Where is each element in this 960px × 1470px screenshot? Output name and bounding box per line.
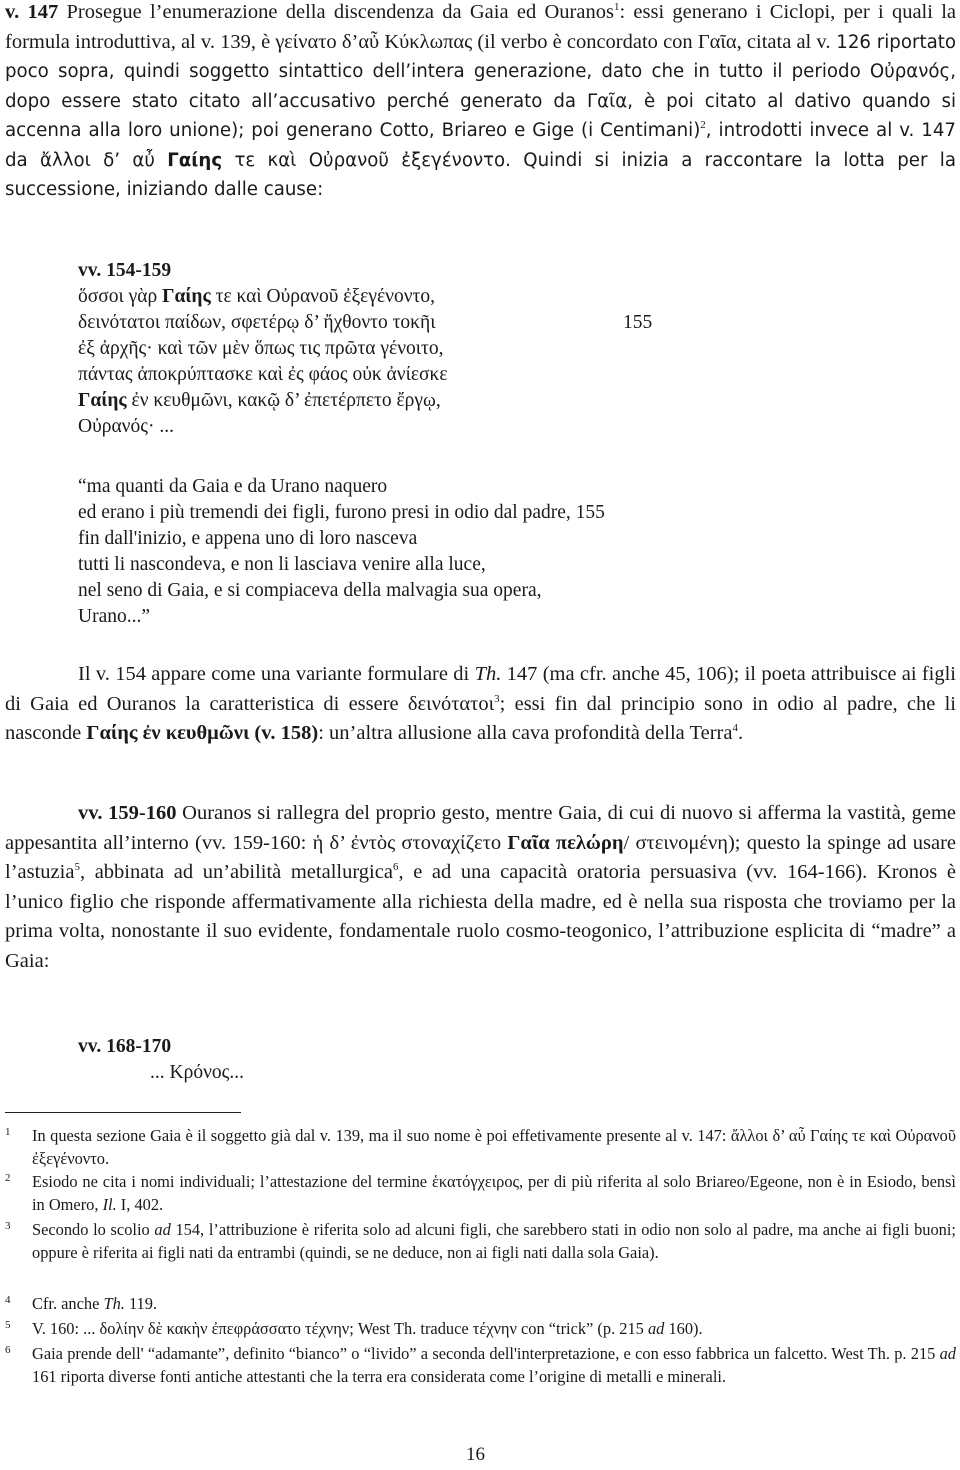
footnote-ref: 4 [732,722,738,734]
greek-verse-block [78,1034,790,1086]
footnote: 6 Gaia prende dell' “adamante”, definito “bianco” o “livido” a seconda dell'interpretazione, e con esso fabbrica un falcetto. West Th. p. 215 ad 161 riporta diverse fonti antiche attestanti che la terra era considerata come l’origine di metalli e minerali. [5,1344,956,1386]
footnote: 1 In questa sezione Gaia è il soggetto già dal v. 139, ma il suo nome è poi effetivamente presente al v. 147: ἄλλοι δ’ αὖ Γαίης τε καὶ Οὐρανοῦ ἐξεγένοντο. [5,1126,956,1168]
footnote-ref: 1 [613,1,620,13]
paragraph-v154: Il v. 154 appare come una variante formulare di Th. 147 (ma cfr. anche 45, 106); il poeta attribuisce ai figli di Gaia ed Ouranos la caratteristica di essere δεινότατοι$^3$; essi fin dal principio sono in odio al padre, che li nasconde Γαίης ἐν κευθμῶνι (v. 158): un’altra allusione alla cava profondità della Terra$^4$. [5,663,957,744]
paragraph-v147: v. 147 Prosegue l’enumerazione della discendenza da Gaia ed Ouranos$^1$: essi generano i Ciclopi, per i quali la formula introduttiva, al v. 139, è γείνατο δ’αὖ Κύκλωπας (il verbo è concordato con Γαῖα, citata al v. 126 riportato poco sopra, quindi soggetto sintattico dell’intera generazione, dato che in tutto il periodo Οὐρανός, dopo essere stato citato all’accusativo perché generato da Γαῖα, è poi citato al dativo quando si accenna alla loro unione); poi generano Cotto, Briareo e Gige (i Centimani)$^2$, introdotti invece al v. 147 da ἄλλοι δ’ αὖ Γαίης τε καὶ Οὐρανοῦ ἐξεγένοντο. Quindi si inizia a raccontare la lotta per la successione, iniziando dalle cause: [5,1,957,200]
verse-heading: vv. 168-170 [78,1036,172,1057]
verse-heading: vv. 154-159 [78,260,172,281]
footnote-ref: 5 [74,861,80,873]
footnote: 3 Secondo lo scolio ad 154, l’attribuzione è riferita solo ad alcuni figli, che sarebbero stati in odio non solo al padre, ma anche ai figli buoni; oppure è riferita ai figli nati da entrambi (quindi, se ne deduce, non ai figli nati dalla sola Gaia). [5,1220,956,1262]
translation-line: tutti li nascondeva, e non li lasciava venire alla luce, [78,554,486,575]
verse-line: Οὐρανός· ... [78,416,174,437]
translation-line: ed erano i più tremendi dei figli, furono presi in odio dal padre, 155 [78,502,605,523]
verse-line: ... Κρόνος... [150,1062,244,1083]
footnote-separator [5,1112,241,1113]
paragraph-v159: vv. 159-160 Ouranos si rallegra del proprio gesto, mentre Gaia, di cui di nuovo si afferma la vastità, geme appesantita all’interno (vv. 159-160: ἡ δ’ ἐντὸς στοναχίζετο Γαῖα πελώρη/ στεινομένη); questo la spinge ad usare l’astuzia$^5$, abbinata ad un’abilità metallurgica$^6$, e ad una capacità oratoria persuasiva (vv. 164-166). Kronos è l’unico figlio che risponde affermativamente alla richiesta della madre, ed è nella sua risposta che troviamo per la prima volta, nonostante il suo evidente, fondamentale ruolo cosmo-teogonico, l’attribuzione esplicita di “madre” a Gaia: [5,802,956,972]
line-number: 155 [623,312,653,333]
translation-line: nel seno di Gaia, e si compiaceva della malvagia sua opera, [78,580,542,601]
footnote: 5 V. 160: ... δολίην δὲ κακὴν ἐπεφράσσατο τέχνην; West Th. traduce τέχνην con “trick” (p. 215 ad 160). [5,1319,703,1338]
footnote-ref: 3 [494,692,500,705]
translation-block [78,474,718,630]
greek-verse-block [78,258,718,440]
footnote: 4 Cfr. anche Th. 119. [5,1294,158,1313]
verse-line: ὅσσοι γὰρ Γαίης τε καὶ Οὐρανοῦ ἐξεγένοντο, [78,286,436,307]
footnote: 2 Esiodo ne cita i nomi individuali; l’attestazione del termine ἑκατόγχειρος, per di più riferita al solo Briareo/Egeone, non è in Esiodo, bensì in Omero, Il. I, 402. [5,1172,956,1214]
translation-line: Urano...” [78,606,151,627]
verse-line: Γαίης ἐν κευθμῶνι, κακῷ δ’ ἐπετέρπετο ἔργῳ, [78,390,441,411]
translation-line: fin dall'inizio, e appena uno di loro nasceva [78,528,418,549]
verse-ref-heading: v. 147 [5,1,59,23]
footnote-ref: 2 [700,119,706,131]
verse-line: πάντας ἀποκρύπτασκε καὶ ἐς φάος οὐκ ἀνίεσκε [78,364,448,385]
page-number: 16 [466,1444,485,1465]
translation-line: “ma quanti da Gaia e da Urano naquero [78,476,388,497]
verse-line: ἐξ ἀρχῆς· καὶ τῶν μὲν ὅπως τις πρῶτα γένοιτο, [78,338,444,359]
verse-line: δεινότατοι παίδων, σφετέρῳ δ’ ἤχθοντο τοκῆι 155 [78,310,718,336]
footnote-ref: 6 [392,861,399,873]
